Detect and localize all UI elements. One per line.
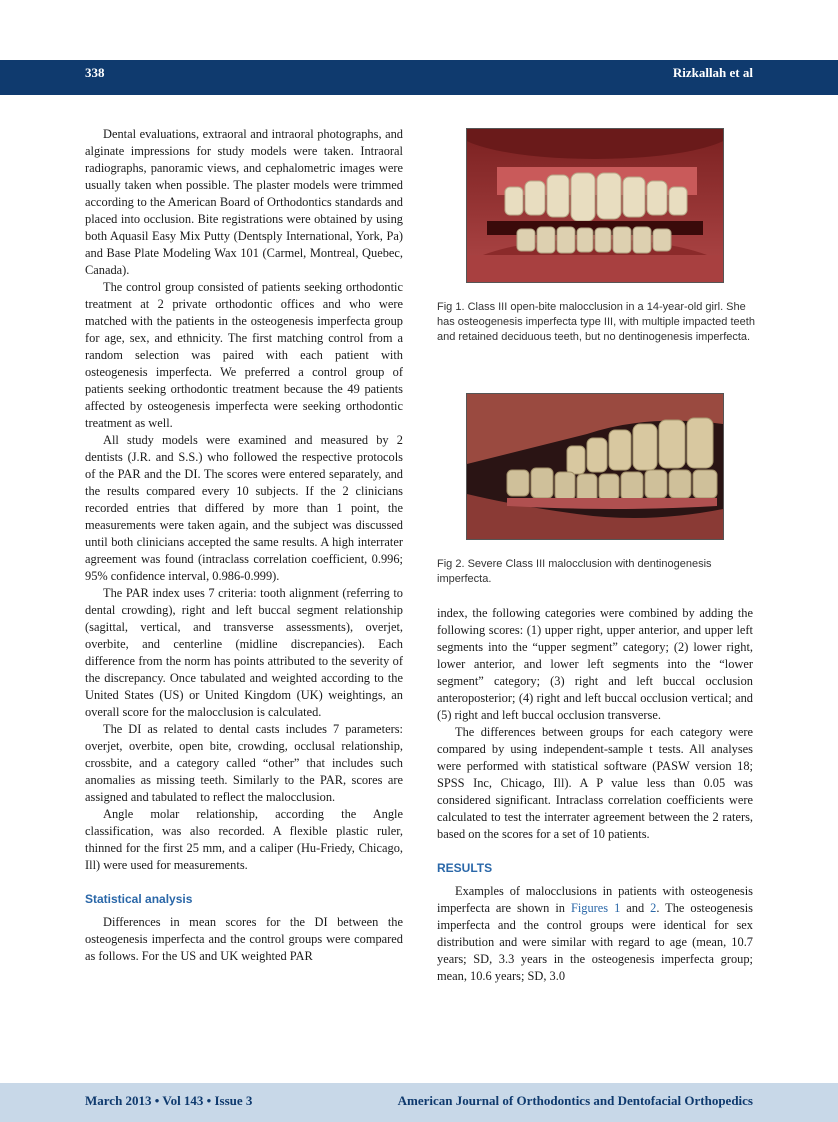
paragraph: Dental evaluations, extraoral and intraoral photographs, and alginate impressions for study models were taken. Intraoral radiographs, panoramic views, and cephalometric images were usually taken when possible. The plaster models were trimmed according to the American Board of Orthodontics standards and placed into occlusion. Bite registrations were obtained by using both Aquasil Easy Mix Putty (Dentsply International, York, Pa) and Base Plate Modeling Wax 101 (Carmel, Montreal, Quebec, Canada). <box>85 127 403 277</box>
paragraph: All study models were examined and measured by 2 dentists (J.R. and S.S.) who followed the respective protocols of the PAR and the DI. The scores were entered separately, and the results compared every 10 subjects. If the 2 clinicians recorded entries that differed by more than 1 point, the measurements were taken again, and the subject was discussed until both clinicians accepted the same results. A high interrater agreement was found (intraclass correlation coefficient, 0.996; 95% confidence interval, 0.986-0.999). <box>85 433 403 583</box>
results-paragraph <box>437 883 753 985</box>
right-column <box>437 605 753 985</box>
results-text: and <box>620 901 651 915</box>
running-authors: Rizkallah et al <box>672 65 753 80</box>
open-bite-photo <box>467 129 723 282</box>
issue-info: March 2013 • Vol 143 • Issue 3 <box>85 1093 253 1108</box>
figure-1-caption: Fig 1. Class III open-bite malocclusion in a 14-year-old girl. She has osteogenesis imperfecta type III, with multiple impacted teeth and retained deciduous teeth, but no dentinogenesis imperfecta. <box>437 301 755 343</box>
left-column <box>85 126 403 965</box>
paragraph: Angle molar relationship, according the Angle classification, was also recorded. A flexible plastic ruler, thinned for the first 25 mm, and a caliper (Hu-Friedy, Chicago, Ill) were used for measurements. <box>85 807 403 872</box>
paragraph: Differences in mean scores for the DI between the osteogenesis imperfecta and the control groups were compared as follows. For the US and UK weighted PAR <box>85 915 403 963</box>
figure-1-image <box>466 128 724 283</box>
results-text: . The osteogenesis imperfecta and the control groups were identical for sex distribution and were similar with regard to age (mean, 10.7 years; SD, 3.3 years in the osteogenesis imperfecta group; mean, 10.6 years; SD, 3.0 <box>437 901 754 983</box>
paragraph: The differences between groups for each category were compared by using independent-sample t tests. All analyses were performed with statistical software (PASW version 18; SPSS Inc, Chicago, Ill). A P value less than 0.05 was considered significant. Intraclass correlation coefficients were calculated to test the interrater agreement between the 2 raters, based on the scores for a set of 10 patients. <box>437 725 753 841</box>
results-text: Examples of malocclusions in patients with osteogenesis imperfecta are shown in <box>437 884 753 915</box>
class-iii-photo <box>467 394 723 539</box>
figure-2-caption: Fig 2. Severe Class III malocclusion with dentinogenesis imperfecta. <box>437 558 712 585</box>
section-heading-results: RESULTS <box>437 861 493 875</box>
section-heading-statistical-analysis: Statistical analysis <box>85 892 193 906</box>
figure-2-link[interactable]: 2 <box>650 901 657 915</box>
paragraph: index, the following categories were combined by adding the following scores: (1) upper right, upper anterior, and upper left segments into the “upper segment” category; (2) lower right, lower anterior, and lower left segments into the “lower segment” category; (3) right and left buccal occlusion anteroposterior; (4) right and left buccal occlusion vertical; and (5) right and left buccal occlusion transverse. <box>437 606 753 722</box>
journal-name: American Journal of Orthodontics and Dentofacial Orthopedics <box>397 1093 753 1108</box>
paragraph: The control group consisted of patients seeking orthodontic treatment at 2 private orthodontic offices and who were matched with the patients in the osteogenesis imperfecta group for age, sex, and ethnicity. The first matching control from a random selection was paired with each patient with osteogenesis imperfecta. We preferred a control group of patients seeking orthodontic treatment because the 49 patients affected by osteogenesis imperfecta were seeking orthodontic treatment as well. <box>85 280 403 430</box>
page-number: 338 <box>85 65 105 80</box>
running-footer <box>0 1083 838 1122</box>
figure-2-image <box>466 393 724 540</box>
paragraph: The DI as related to dental casts includes 7 parameters: overjet, overbite, open bite, crowding, occlusal relationship, crossbite, and a category called “other” that includes such anomalies as missing teeth. Similarly to the PAR, scores are assigned and tabulated to reflect the malocclusion. <box>85 722 403 804</box>
running-header <box>0 60 838 95</box>
paragraph: The PAR index uses 7 criteria: tooth alignment (referring to dental crowding), right and left buccal segment relationship (sagittal, vertical, and transverse assessments), overjet, overbite, and centerline (midline discrepancies). Each difference from the norm has points attributed to the severity of the discrepancy. Once tabulated and weighted according to the United States (US) or United Kingdom (UK) weightings, an overall score for the malocclusion is calculated. <box>85 586 403 719</box>
figure-1-link[interactable]: Figures 1 <box>570 901 621 915</box>
